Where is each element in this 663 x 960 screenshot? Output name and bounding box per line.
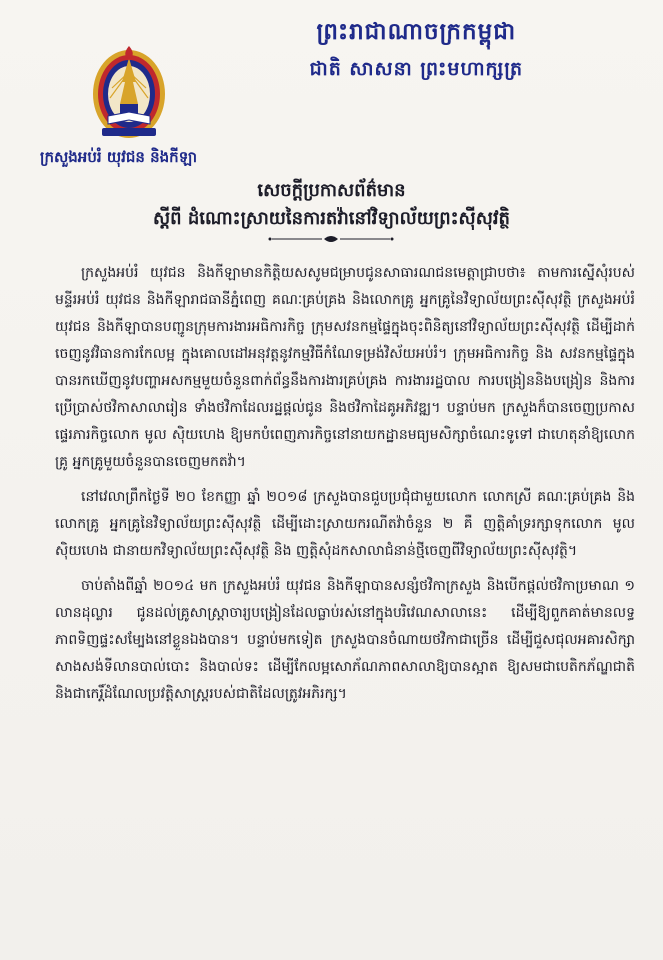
- ornament-divider-icon: [268, 234, 394, 244]
- document-subtitle: ស្តីពី ដំណោះស្រាយនៃការតវ៉ានៅវិទ្យាល័យព្រះស៊ីសុវត្ថិ: [153, 208, 510, 229]
- paragraph: ចាប់តាំងពីឆ្នាំ ២០១៤ មក ក្រសួងអប់រំ យុវជន និងកីឡាបានសន្សំថវិកាក្រសួង និងបើកផ្តល់ថវិកាប្រមាណ ១ លានដុល្លារ ជូនដល់គ្រូសាស្ត្រាចារ្យបង្រៀនដែលធ្លាប់រស់នៅក្នុងបរិវេណសាលានេះ ដើម្បីឱ្យពួកគាត់មានលទ្ធភាពទិញផ្ទះសម្បែងនៅខ្លួនឯងបាន។ បន្ទាប់មកទៀត ក្រសួងបានចំណាយថវិកាជាច្រើន ដើម្បីជួសជុលអគារសិក្សា សាងសង់ទីលានបាល់បោះ និងបាល់ទះ ដើម្បីកែលម្អសោភ័ណភាពសាលាឱ្យបានស្អាត ឱ្យសមជាបេតិកភ័ណ្ឌជាតិនិងជាកេរ្តិ៍ដំណែលប្រវត្តិសាស្ត្ររបស់ជាតិដែលត្រូវអភិរក្ស។: [55, 578, 635, 702]
- ministry-name: ក្រសួងអប់រំ យុវជន និងកីឡា: [40, 148, 198, 166]
- kingdom-heading: ព្រះរាជាណាចក្រកម្ពុជា: [316, 19, 517, 45]
- document-body: [55, 260, 635, 716]
- national-motto: ជាតិ សាសនា ព្រះមហាក្សត្រ: [309, 58, 523, 80]
- document-title: សេចក្តីប្រកាសព័ត៌មាន: [257, 180, 406, 201]
- letterhead: [310, 18, 523, 85]
- paragraph: នៅវេលាព្រឹកថ្ងៃទី ២០ ខែកញ្ញា ឆ្នាំ ២០១៨ ក្រសួងបានជួបប្រជុំជាមួយលោក លោកស្រី គណៈគ្រប់គ្រង និងលោកគ្រូ អ្នកគ្រូនៃវិទ្យាល័យព្រះស៊ីសុវត្ថិ ដើម្បីដោះស្រាយករណីតវ៉ាចំនួន ២ គឺ ញត្តិគាំទ្ររក្សាទុកលោក មូល ស៊ិយហេង ជានាយកវិទ្យាល័យព្រះស៊ីសុវត្ថិ និង ញត្តិសុំដកសាលាជំនាន់ថ្មីចេញពីវិទ្យាល័យព្រះស៊ីសុវត្ថិ។: [55, 489, 635, 559]
- ministry-emblem-icon: [90, 42, 168, 142]
- paragraph: ក្រសួងអប់រំ យុវជន និងកីឡាមានកិត្តិយសសូមជម្រាបជូនសាធារណជនមេត្តាជ្រាបថា៖ តាមការស្នើសុំរបស់មន្ទីរអប់រំ យុវជន និងកីឡារាជធានីភ្នំពេញ គណៈគ្រប់គ្រង និងលោកគ្រូ អ្នកគ្រូនៃវិទ្យាល័យព្រះស៊ីសុវត្ថិ ក្រសួងអប់រំ យុវជន និងកីឡាបានបញ្ជូនក្រុមការងារអធិការកិច្ច ក្រុមសវនកម្មផ្ទៃក្នុងចុះពិនិត្យនៅវិទ្យាល័យព្រះស៊ីសុវត្ថិ ដើម្បីដាក់ចេញនូវវិធានការកែលម្អ ក្នុងគោលដៅអនុវត្តនូវកម្មវិធីកំណែទម្រង់វិស័យអប់រំ។ ក្រុមអធិការកិច្ច និង សវនកម្មផ្ទៃក្នុងបានរកឃើញនូវបញ្ហាអសកម្មមួយចំនួនពាក់ព័ន្ធនឹងការងារគ្រប់គ្រង ការងាររដ្ឋបាល ការបង្រៀននិងបង្រៀន និងការប្រើប្រាស់ថវិកាសាលារៀន ទាំងថវិកាដែលរដ្ឋផ្ដល់ជូន និងថវិកាដៃគូអភិវឌ្ឍ។ បន្ទាប់មក ក្រសួងក៏បានចេញប្រកាសផ្ទេរភារកិច្ចលោក មូល ស៊ិយហេង ឱ្យមកបំពេញភារកិច្ចនៅនាយកដ្ឋានមធ្យមសិក្សាចំណេះទូទៅ ជាហេតុនាំឱ្យលោកគ្រូ អ្នកគ្រូមួយចំនួនបានចេញមកតវ៉ា។: [55, 265, 635, 470]
